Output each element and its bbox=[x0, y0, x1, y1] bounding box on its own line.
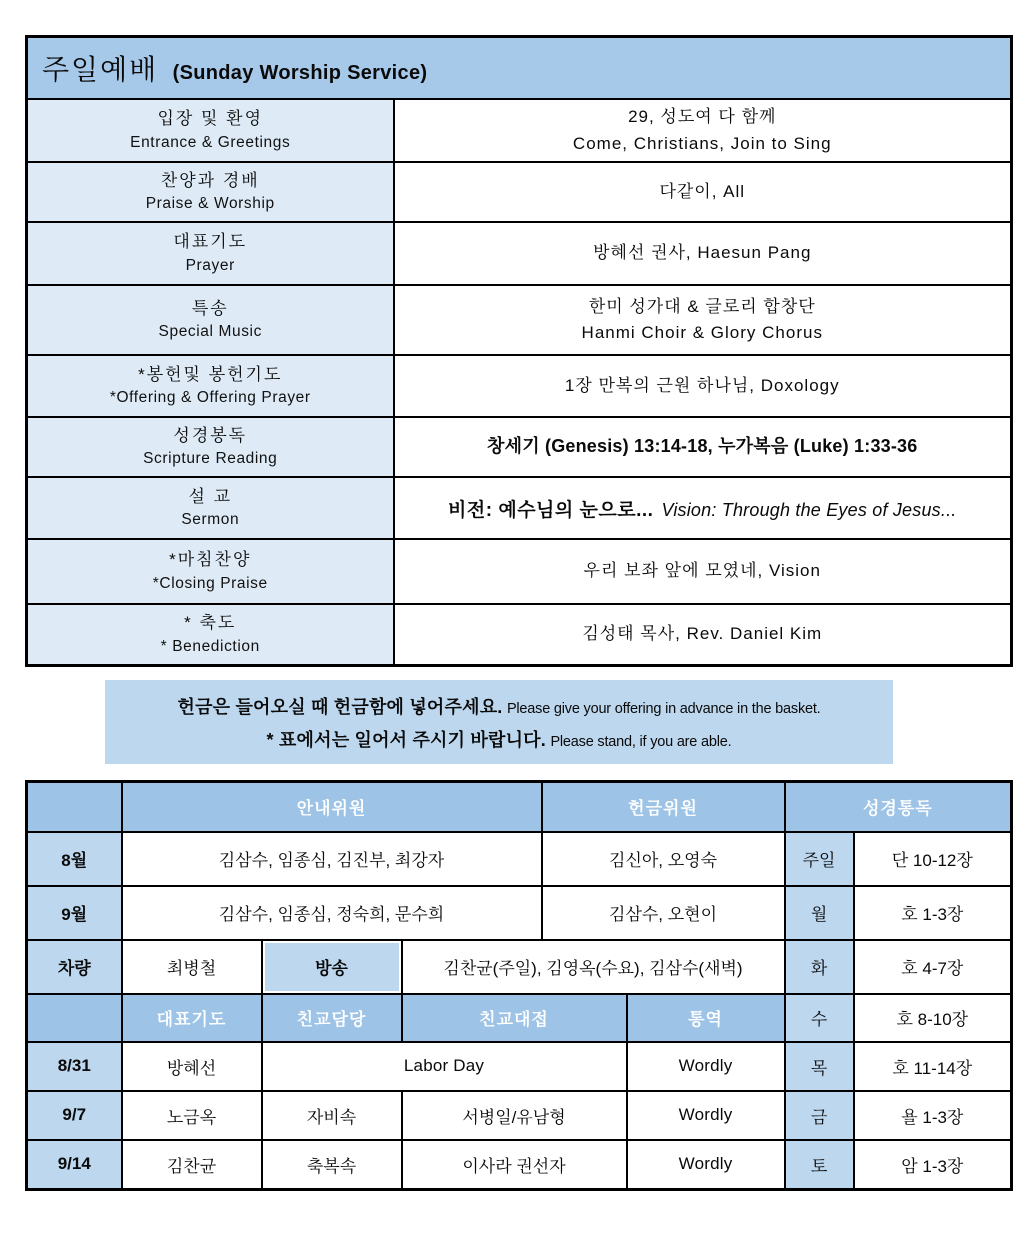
order-label-korean: *봉헌및 봉헌기도 bbox=[138, 364, 283, 384]
duty-row-aug31 bbox=[27, 1042, 1012, 1091]
prayer-person: 김찬균 bbox=[122, 1140, 262, 1190]
scripture-reference: 창세기 (Genesis) 13:14-18, 누가복음 (Luke) 1:33-36 bbox=[487, 436, 918, 457]
duty-row-september bbox=[27, 886, 1012, 940]
title-english: (Sunday Worship Service) bbox=[172, 62, 428, 84]
order-value-line1: 1장 만복의 근원 하나님, Doxology bbox=[564, 375, 840, 395]
worship-row-scripture bbox=[27, 417, 1012, 477]
order-label-korean: 특송 bbox=[191, 298, 229, 318]
worship-title-row bbox=[27, 37, 1012, 100]
order-value-line2: Come, Christians, Join to Sing bbox=[572, 133, 832, 153]
order-label-english: *Offering & Offering Prayer bbox=[109, 389, 311, 407]
reading-day-sunday: 주일 bbox=[785, 832, 854, 886]
order-label bbox=[27, 285, 394, 355]
august-guide-members: 김삼수, 임종심, 김진부, 최강자 bbox=[122, 832, 542, 886]
duty-header-blank bbox=[27, 782, 122, 832]
order-value-line1: 29, 성도여 다 함께 bbox=[628, 107, 777, 127]
interpretation-person: Wordly bbox=[627, 1140, 785, 1190]
sermon-title bbox=[394, 477, 1012, 539]
worship-row-entrance bbox=[27, 99, 1012, 162]
worship-row-offering bbox=[27, 355, 1012, 417]
interpretation-person: Wordly bbox=[627, 1091, 785, 1140]
header-offering-committee: 헌금위원 bbox=[542, 782, 785, 832]
broadcast-members: 김찬균(주일), 김영옥(수요), 김삼수(새벽) bbox=[402, 940, 785, 994]
duty-row-sep14 bbox=[27, 1140, 1012, 1190]
order-label-english: *Closing Praise bbox=[152, 574, 268, 592]
notice-stand-english: Please stand, if you are able. bbox=[550, 733, 732, 750]
date-label: 9/14 bbox=[27, 1140, 122, 1190]
order-label-korean: 성경봉독 bbox=[173, 425, 248, 445]
vehicle-driver: 최병철 bbox=[122, 940, 262, 994]
order-value bbox=[394, 222, 1012, 285]
order-label-english: Prayer bbox=[185, 256, 235, 274]
order-label-korean: *마침찬양 bbox=[169, 550, 252, 570]
order-label-english: Praise & Worship bbox=[145, 195, 275, 213]
notice-offering-english: Please give your offering in advance in the basket. bbox=[506, 700, 821, 717]
order-value-line1: 김성태 목사, Rev. Daniel Kim bbox=[582, 624, 823, 644]
worship-order-table bbox=[25, 35, 1013, 667]
worship-row-special-music bbox=[27, 285, 1012, 355]
header-interpretation: 통역 bbox=[627, 994, 785, 1042]
order-label-english: Entrance & Greetings bbox=[130, 133, 291, 151]
order-value-line1: 우리 보좌 앞에 모였네, Vision bbox=[583, 561, 821, 581]
reading-day-friday: 금 bbox=[785, 1091, 854, 1140]
order-label bbox=[27, 99, 394, 162]
prayer-person: 노금옥 bbox=[122, 1091, 262, 1140]
order-label bbox=[27, 162, 394, 222]
order-label-english: Scripture Reading bbox=[143, 450, 278, 468]
reading-day-saturday: 토 bbox=[785, 1140, 854, 1190]
worship-row-closing-praise bbox=[27, 539, 1012, 604]
month-label: 9월 bbox=[27, 886, 122, 940]
order-value bbox=[394, 99, 1012, 162]
august-offering-members: 김신아, 오영숙 bbox=[542, 832, 785, 886]
fellowship-serving-people: 서병일/유남형 bbox=[402, 1091, 627, 1140]
order-label bbox=[27, 222, 394, 285]
duty-header-row-2 bbox=[27, 994, 1012, 1042]
duty-row-vehicle bbox=[27, 940, 1012, 994]
date-label: 9/7 bbox=[27, 1091, 122, 1140]
order-value-line1: 방혜선 권사, Haesun Pang bbox=[593, 243, 812, 263]
reading-passage: 호 8-10장 bbox=[854, 994, 1012, 1042]
sermon-title-english: Vision: Through the Eyes of Jesus... bbox=[661, 499, 957, 520]
header-fellowship-serving: 친교대접 bbox=[402, 994, 627, 1042]
fellowship-duty-group: 자비속 bbox=[262, 1091, 402, 1140]
order-label bbox=[27, 477, 394, 539]
worship-table-title bbox=[27, 37, 1012, 100]
broadcast-label: 방송 bbox=[262, 940, 402, 994]
order-value bbox=[394, 285, 1012, 355]
month-label: 8월 bbox=[27, 832, 122, 886]
order-label bbox=[27, 355, 394, 417]
order-value-line2: Hanmi Choir & Glory Chorus bbox=[581, 323, 823, 342]
worship-row-prayer bbox=[27, 222, 1012, 285]
notice-stand-korean: * 표에서는 일어서 주시기 바랍니다. bbox=[266, 729, 546, 750]
offering-notice-banner bbox=[105, 680, 893, 764]
order-value-line1: 다같이, All bbox=[659, 181, 746, 201]
worship-row-benediction bbox=[27, 604, 1012, 665]
duty-header-row-1 bbox=[27, 782, 1012, 832]
header-representative-prayer: 대표기도 bbox=[122, 994, 262, 1042]
reading-passage: 호 4-7장 bbox=[854, 940, 1012, 994]
prayer-person: 방혜선 bbox=[122, 1042, 262, 1091]
reading-day-wednesday: 수 bbox=[785, 994, 854, 1042]
fellowship-duty-group: 축복속 bbox=[262, 1140, 402, 1190]
september-guide-members: 김삼수, 임종심, 정숙희, 문수희 bbox=[122, 886, 542, 940]
september-offering-members: 김삼수, 오현이 bbox=[542, 886, 785, 940]
order-label bbox=[27, 604, 394, 665]
header-fellowship-duty: 친교담당 bbox=[262, 994, 402, 1042]
worship-row-sermon bbox=[27, 477, 1012, 539]
date-label: 8/31 bbox=[27, 1042, 122, 1091]
reading-day-tuesday: 화 bbox=[785, 940, 854, 994]
title-korean: 주일예배 bbox=[42, 54, 159, 85]
duty-row-sep7 bbox=[27, 1091, 1012, 1140]
fellowship-note: Labor Day bbox=[262, 1042, 627, 1091]
order-label-korean: 설 교 bbox=[188, 486, 233, 506]
reading-day-monday: 월 bbox=[785, 886, 854, 940]
order-label-english: * Benediction bbox=[160, 637, 260, 655]
fellowship-serving-people: 이사라 권선자 bbox=[402, 1140, 627, 1190]
order-value bbox=[394, 162, 1012, 222]
order-label-korean: 대표기도 bbox=[173, 232, 248, 252]
notice-line-stand bbox=[105, 726, 893, 752]
reading-passage: 호 11-14장 bbox=[854, 1042, 1012, 1091]
vehicle-label: 차량 bbox=[27, 940, 122, 994]
order-label bbox=[27, 417, 394, 477]
reading-passage: 단 10-12장 bbox=[854, 832, 1012, 886]
reading-passage: 암 1-3장 bbox=[854, 1140, 1012, 1190]
order-label-korean: * 축도 bbox=[184, 613, 237, 633]
order-value bbox=[394, 604, 1012, 665]
reading-passage: 호 1-3장 bbox=[854, 886, 1012, 940]
duty-schedule-table bbox=[25, 780, 1013, 1191]
order-value bbox=[394, 539, 1012, 604]
order-label bbox=[27, 539, 394, 604]
worship-row-praise bbox=[27, 162, 1012, 222]
header-bible-reading: 성경통독 bbox=[785, 782, 1012, 832]
notice-line-offering bbox=[105, 693, 893, 719]
order-label-english: Sermon bbox=[181, 511, 240, 529]
interpretation-person: Wordly bbox=[627, 1042, 785, 1091]
order-label-english: Special Music bbox=[158, 323, 262, 341]
duty-header-blank bbox=[27, 994, 122, 1042]
reading-day-thursday: 목 bbox=[785, 1042, 854, 1091]
header-guide-committee: 안내위원 bbox=[122, 782, 542, 832]
order-label-korean: 찬양과 경배 bbox=[160, 170, 260, 190]
order-value bbox=[394, 355, 1012, 417]
notice-offering-korean: 헌금은 들어오실 때 헌금함에 넣어주세요. bbox=[177, 696, 503, 717]
order-value bbox=[394, 417, 1012, 477]
reading-passage: 욜 1-3장 bbox=[854, 1091, 1012, 1140]
order-value-line1: 한미 성가대 & 글로리 합창단 bbox=[588, 296, 816, 316]
sermon-title-korean: 비전: 예수님의 눈으로... bbox=[448, 499, 654, 521]
order-label-korean: 입장 및 환영 bbox=[157, 109, 264, 129]
duty-row-august bbox=[27, 832, 1012, 886]
